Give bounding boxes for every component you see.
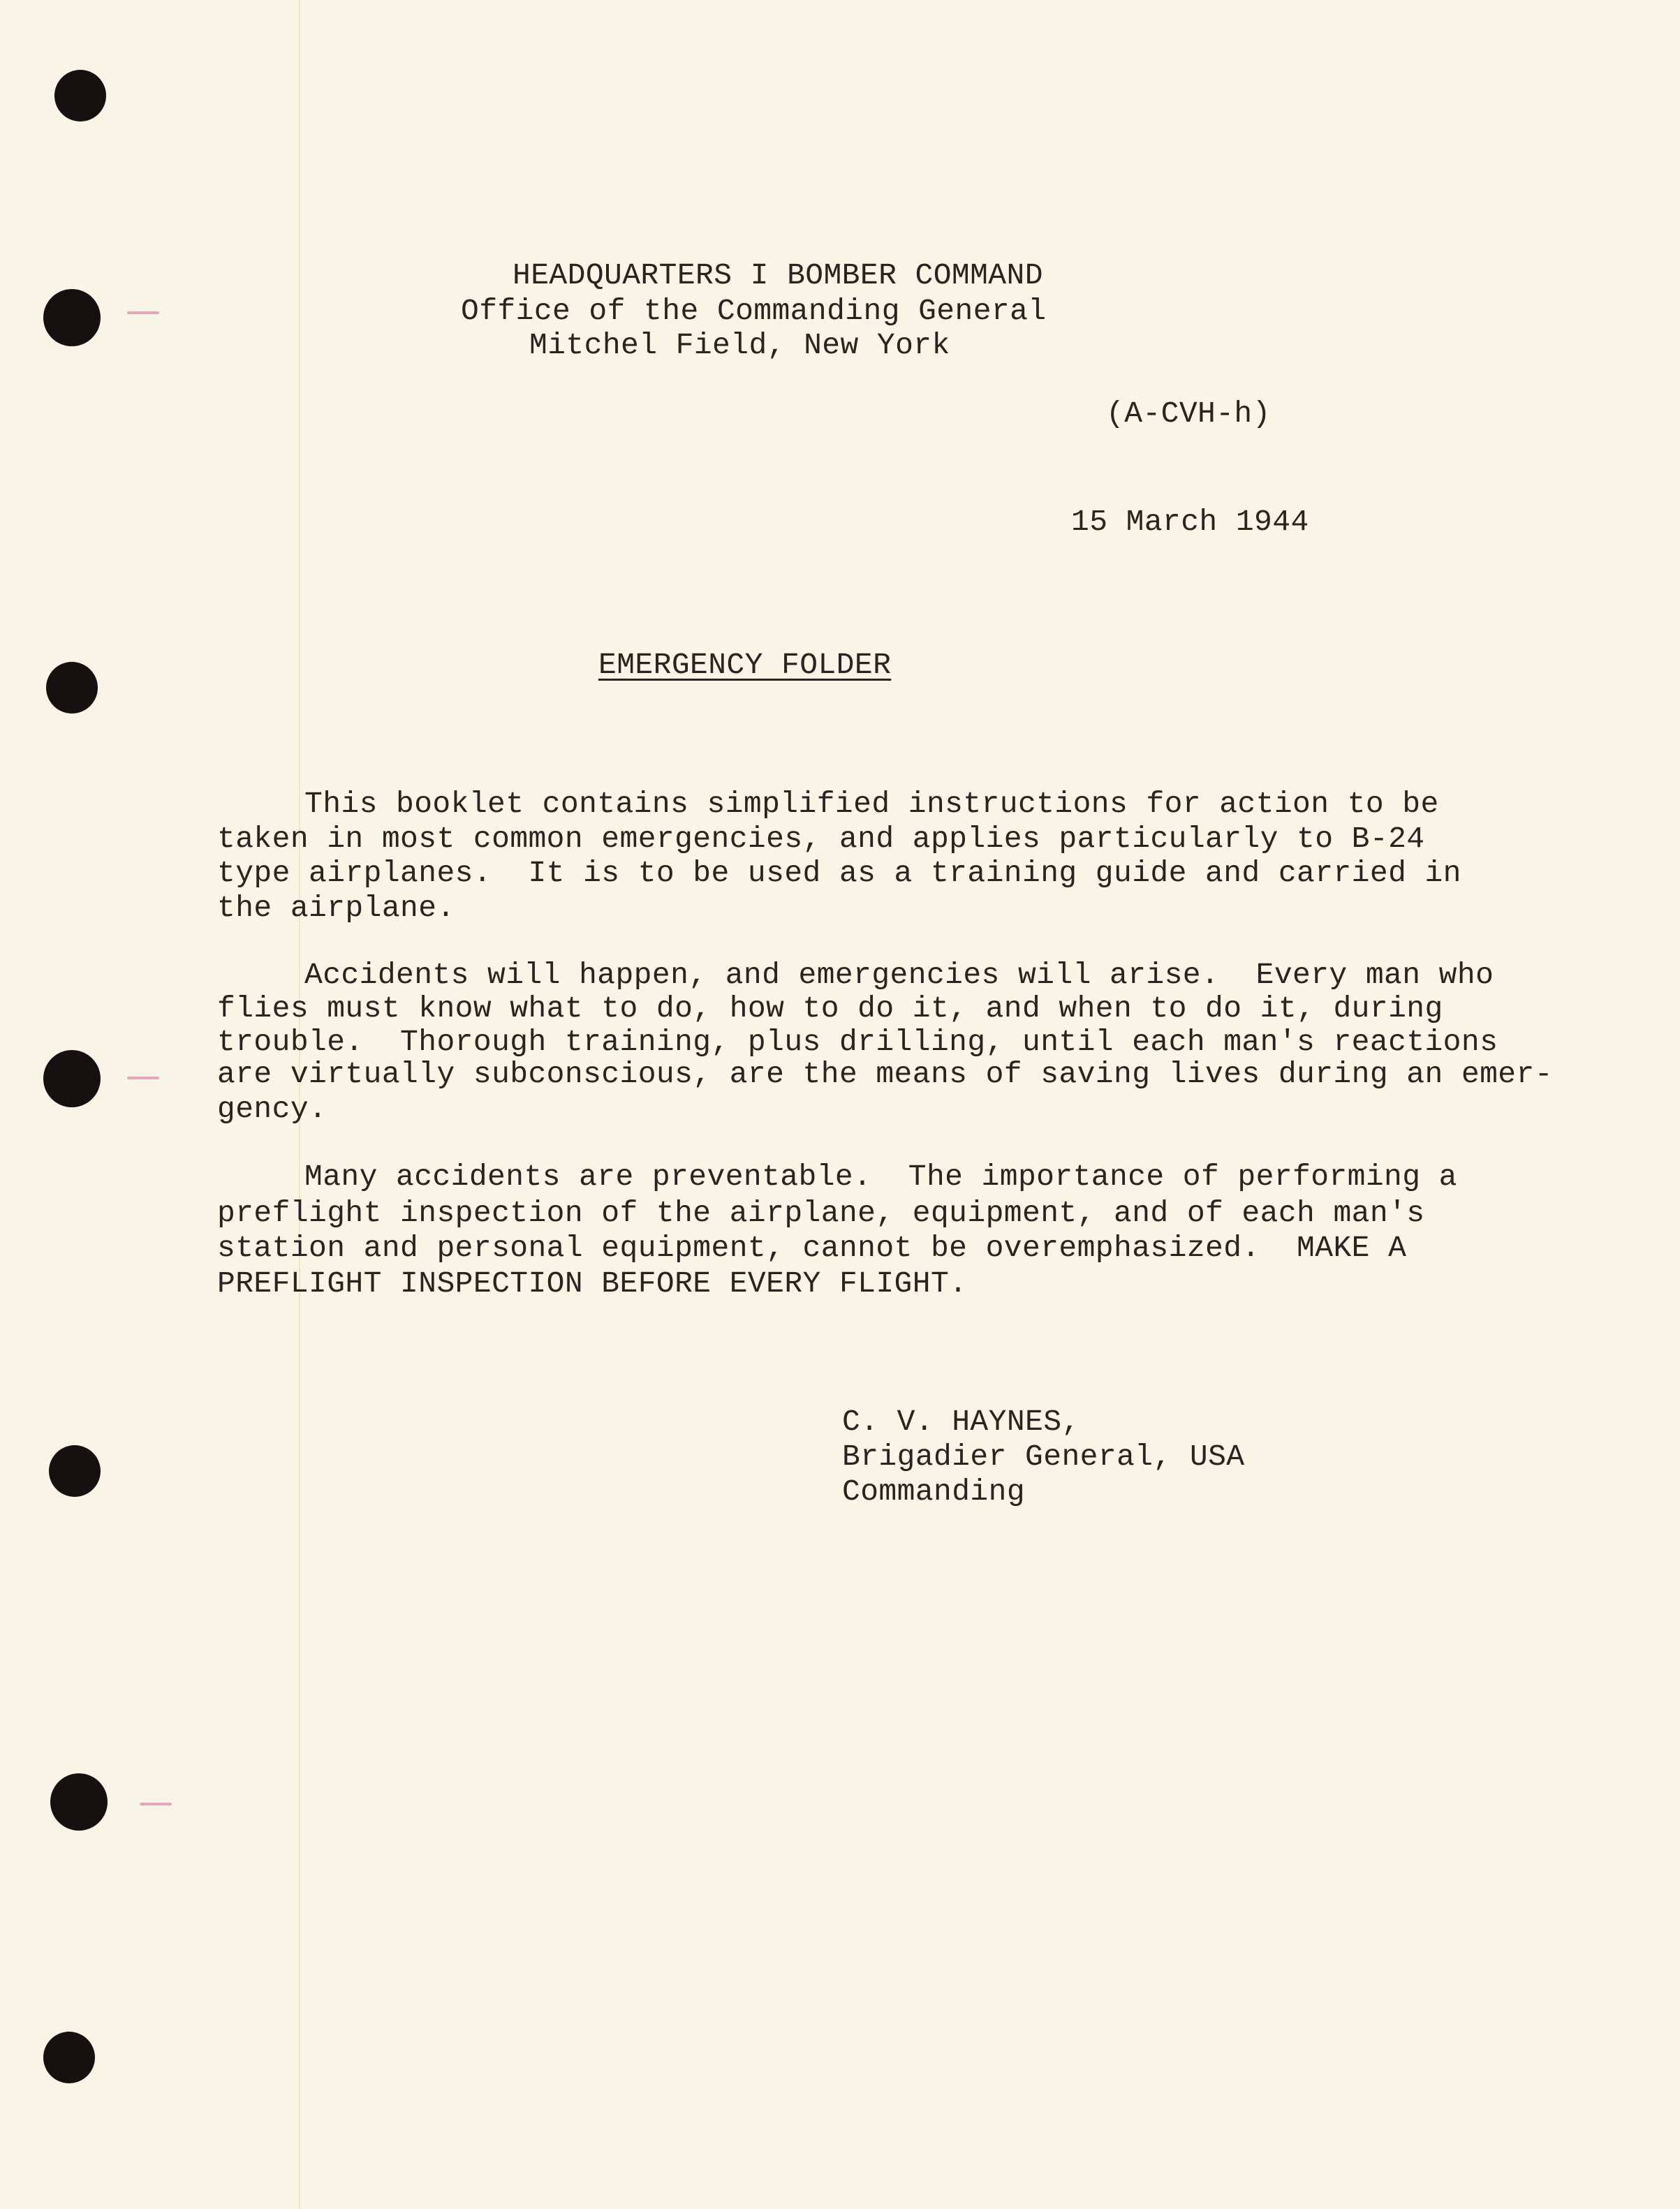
paragraph-2-line-4: are virtually subconscious, are the means of saving lives during an emer- <box>217 1057 1553 1091</box>
paragraph-1-line-2: taken in most common emergencies, and applies particularly to B-24 <box>217 822 1425 856</box>
punch-hole <box>50 1773 108 1831</box>
signature-name: C. V. HAYNES, <box>842 1405 1080 1439</box>
paragraph-3-line-1: Many accidents are preventable. The importance of performing a <box>304 1160 1457 1194</box>
paragraph-1-line-1: This booklet contains simplified instructions for action to be <box>304 787 1439 821</box>
paragraph-2-line-5: gency. <box>217 1092 327 1126</box>
header-line-1: HEADQUARTERS I BOMBER COMMAND <box>513 258 1043 293</box>
signature-rank: Brigadier General, USA <box>842 1440 1245 1474</box>
punch-hole <box>43 289 101 346</box>
paragraph-3-line-4: PREFLIGHT INSPECTION BEFORE EVERY FLIGHT. <box>217 1266 968 1301</box>
margin-mark <box>127 311 159 314</box>
header-line-3: Mitchel Field, New York <box>529 328 950 362</box>
signature-role: Commanding <box>842 1475 1026 1509</box>
header-line-2: Office of the Commanding General <box>461 294 1047 328</box>
paragraph-1-line-4: the airplane. <box>217 891 455 925</box>
reference-code: (A-CVH-h) <box>1106 397 1271 431</box>
paragraph-2-line-3: trouble. Thorough training, plus drilling, until each man's reactions <box>217 1025 1498 1059</box>
paragraph-3-line-3: station and personal equipment, cannot be overemphasized. MAKE A <box>217 1231 1407 1265</box>
punch-hole <box>49 1445 101 1497</box>
punch-hole <box>43 1050 101 1107</box>
punch-hole <box>43 2032 95 2083</box>
margin-mark <box>127 1077 159 1079</box>
paragraph-2-line-1: Accidents will happen, and emergencies will arise. Every man who <box>304 958 1494 992</box>
margin-mark <box>140 1803 172 1805</box>
paragraph-2-line-2: flies must know what to do, how to do it, and when to do it, during <box>217 991 1443 1026</box>
punch-hole <box>46 662 98 714</box>
document-title: EMERGENCY FOLDER <box>598 648 892 682</box>
paragraph-3-line-2: preflight inspection of the airplane, equipment, and of each man's <box>217 1196 1425 1230</box>
paragraph-1-line-3: type airplanes. It is to be used as a training guide and carried in <box>217 856 1461 890</box>
punch-hole <box>54 70 106 121</box>
document-date: 15 March 1944 <box>1071 505 1309 539</box>
